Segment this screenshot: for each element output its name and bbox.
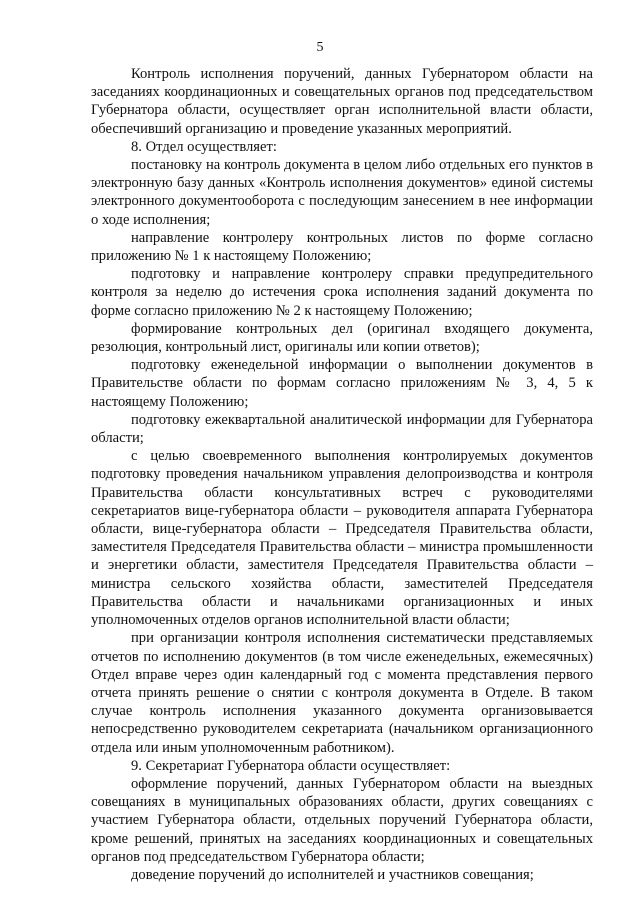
paragraph: подготовку ежеквартальной аналитической информации для Губернатора области; bbox=[91, 411, 593, 447]
paragraph: подготовку и направление контролеру справки предупредительного контроля за неделю до истечения срока исполнения заданий документа по форме согласно приложению № 2 к настоящему Положению; bbox=[91, 266, 593, 319]
section-heading-9: 9. Секретариат Губернатора области осуществляет: bbox=[131, 757, 451, 774]
paragraph: Контроль исполнения поручений, данных Губернатором области на заседаниях координационных и совещательных органов под председательством Губернатора области, осуществляет орган исполнительной власти области, обеспечивший организацию и проведение указанных мероприятий. bbox=[91, 66, 593, 137]
section-heading-8: 8. Отдел осуществляет: bbox=[131, 138, 277, 155]
paragraph: постановку на контроль документа в целом либо отдельных его пунктов в электронную базу данных «Контроль исполнения документов» единой системы электронного документооборота с последующим занесением в нее информации о ходе исполнения; bbox=[91, 157, 593, 228]
paragraph: при организации контроля исполнения систематически представляемых отчетов по исполнению документов (в том числе еженедельных, ежемесячных) Отдел вправе через один календарный год с момента представления первого отчета принять решение о снятии с контроля документа в Отделе. В таком случае контроль исполнения указанного документа организовывается непосредственно руководителем секретариата (начальником организационного отдела или иным уполномоченным работником). bbox=[91, 630, 593, 756]
paragraph: формирование контрольных дел (оригинал входящего документа, резолюция, контрольный лист, оригиналы или копии ответов); bbox=[91, 320, 593, 356]
paragraph: направление контролеру контрольных листов по форме согласно приложению № 1 к настоящему Положению; bbox=[91, 229, 593, 265]
paragraph: доведение поручений до исполнителей и участников совещания; bbox=[131, 866, 534, 883]
paragraph: с целью своевременного выполнения контролируемых документов подготовку проведения начальником управления делопроизводства и контроля Правительства области консультативных встреч с руководителями секретариатов вице-губернатора области – руководителя аппарата Губернатора области, вице-губернатора области – Председателя Правительства области, заместителя Председателя Правительства области – министра промышленности и энергетики области, заместителя Председателя Правительства области – министра сельского хозяйства области, заместителей Председателя Правительства области и начальниками организационных и иных уполномоченных отделов органов исполнительной власти области; bbox=[91, 448, 593, 629]
paragraph: подготовку еженедельной информации о выполнении документов в Правительстве области по формам согласно приложениям № 3, 4, 5 к настоящему Положению; bbox=[91, 357, 593, 410]
paragraph: оформление поручений, данных Губернатором области на выездных совещаниях в муниципальных образованиях области, других совещаниях с участием Губернатора области, отдельных поручений Губернатора области, кроме решений, принятых на заседаниях координационных и совещательных органов под председательством Губернатора области; bbox=[91, 775, 593, 865]
page-number: 5 bbox=[316, 40, 324, 55]
document-body bbox=[91, 65, 593, 884]
